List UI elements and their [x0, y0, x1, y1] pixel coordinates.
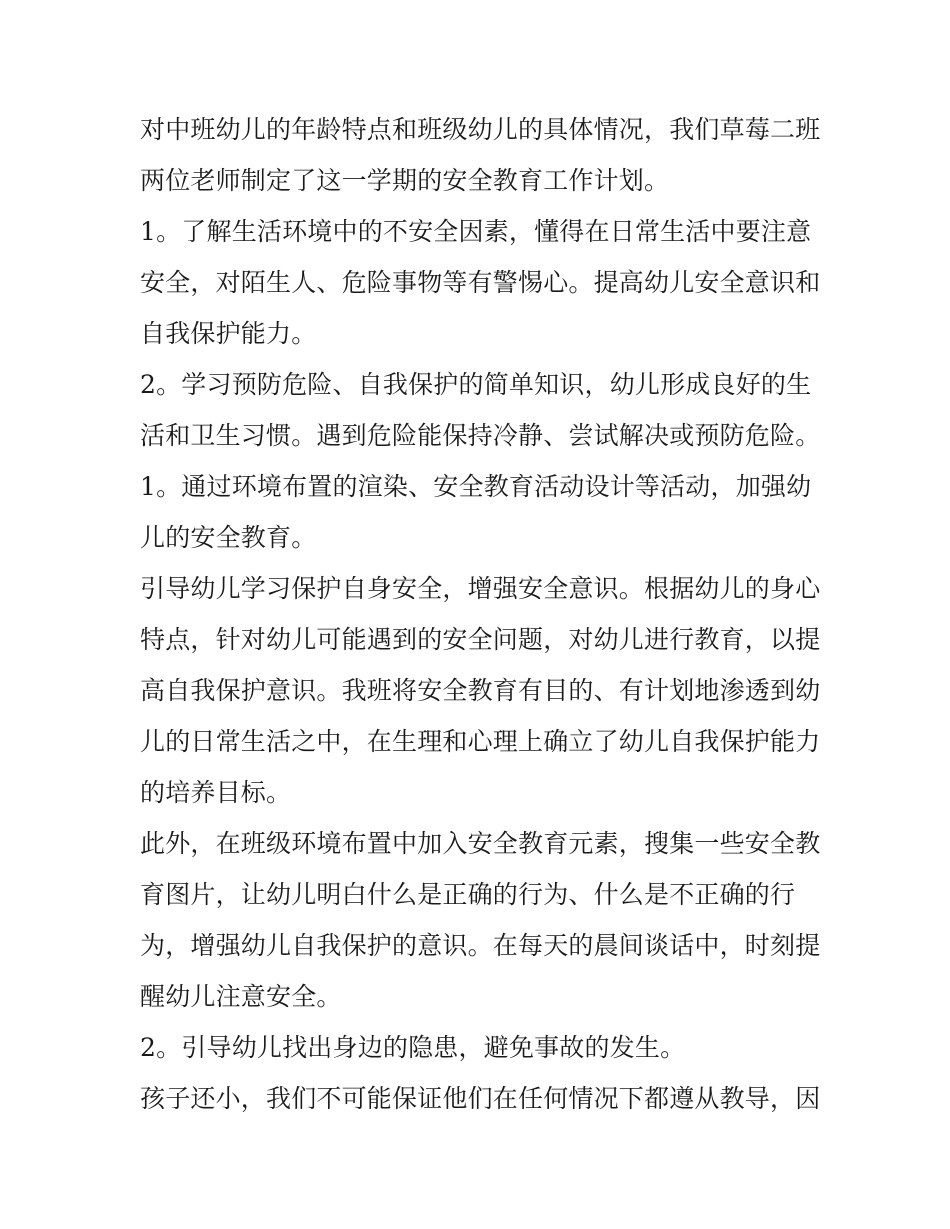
text-line: 高自我保护意识。我班将安全教育有目的、有计划地渗透到幼 — [140, 676, 821, 705]
text-line: 2。引导幼儿找出身边的隐患，避免事故的发生。 — [140, 1033, 686, 1062]
text-line: 2。学习预防危险、自我保护的简单知识，幼儿形成良好的生 — [140, 370, 812, 399]
text-line: 此外，在班级环境布置中加入安全教育元素，搜集一些安全教 — [140, 829, 821, 858]
text-line: 1。通过环境布置的渲染、安全教育活动设计等活动，加强幼 — [140, 472, 812, 501]
text-line: 1。了解生活环境中的不安全因素，懂得在日常生活中要注意 — [140, 217, 812, 246]
document-body — [140, 104, 820, 1124]
text-line: 对中班幼儿的年龄特点和班级幼儿的具体情况，我们草莓二班 — [140, 115, 821, 144]
text-line: 育图片，让幼儿明白什么是正确的行为、什么是不正确的行 — [140, 880, 796, 909]
text-line: 活和卫生习惯。遇到危险能保持冷静、尝试解决或预防危险。 — [140, 421, 821, 450]
text-line: 儿的安全教育。 — [140, 523, 317, 552]
text-line: 自我保护能力。 — [140, 319, 317, 348]
text-line: 儿的日常生活之中，在生理和心理上确立了幼儿自我保护能力 — [140, 727, 821, 756]
text-line: 引导幼儿学习保护自身安全，增强安全意识。根据幼儿的身心 — [140, 574, 821, 603]
text-line: 的培养目标。 — [140, 778, 292, 807]
text-line: 两位老师制定了这一学期的安全教育工作计划。 — [140, 166, 670, 195]
text-line: 醒幼儿注意安全。 — [140, 982, 342, 1011]
text-line: 特点，针对幼儿可能遇到的安全问题，对幼儿进行教育，以提 — [140, 625, 821, 654]
text-line: 安全，对陌生人、危险事物等有警惕心。提高幼儿安全意识和 — [140, 268, 821, 297]
text-line: 为，增强幼儿自我保护的意识。在每天的晨间谈话中，时刻提 — [140, 931, 821, 960]
text-line: 孩子还小，我们不可能保证他们在任何情况下都遵从教导，因 — [140, 1084, 821, 1113]
